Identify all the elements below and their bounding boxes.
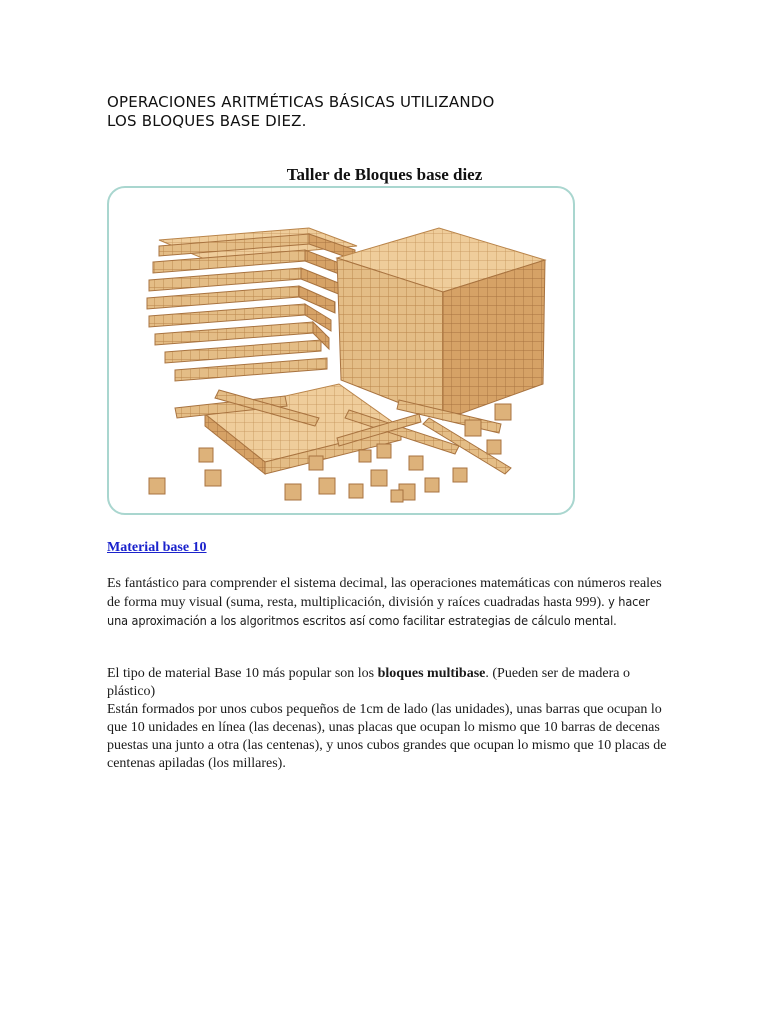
- description-paragraph: [107, 665, 667, 773]
- intro-paragraph: [107, 575, 667, 631]
- stacked-flats: [147, 228, 357, 381]
- heading-line-2: LOS BLOQUES BASE DIEZ.: [107, 112, 307, 130]
- description-line1-prefix: El tipo de material Base 10 más popular son los: [107, 666, 378, 681]
- heading-line-1: OPERACIONES ARITMÉTICAS BÁSICAS UTILIZANDO: [107, 93, 495, 111]
- description-bold-term: bloques multibase: [377, 666, 486, 681]
- base-ten-blocks-illustration: [109, 188, 573, 513]
- section-subtitle: Taller de Bloques base diez: [286, 165, 483, 184]
- thousand-cube: [337, 228, 545, 420]
- material-base-10-link[interactable]: Material base 10: [107, 540, 207, 555]
- document-heading: [107, 93, 627, 131]
- base-ten-blocks-image: [107, 186, 575, 515]
- intro-paragraph-part-1: Es fantástico para comprender el sistema decimal, las operaciones matemáticas con números reales de forma muy visual (suma, resta, multiplicación, división y raíces cuadradas hasta 999).: [107, 576, 662, 610]
- description-body: Están formados por unos cubos pequeños de 1cm de lado (las unidades), unas barras que ocupan lo que 10 unidades en línea (las decenas), unas placas que ocupan lo mismo que 10 barras de decenas puestas una junto a otra (las centenas), y unos cubos grandes que ocupan lo mismo que 10 placas de centenas apiladas (los millares).: [107, 702, 667, 771]
- description-line1-suffix: . (Pueden ser de madera o plástico): [107, 666, 630, 699]
- intro-paragraph-part-2: y hacer una aproximación a los algoritmos escritos así como facilitar estrategias de cálculo mental.: [107, 594, 650, 628]
